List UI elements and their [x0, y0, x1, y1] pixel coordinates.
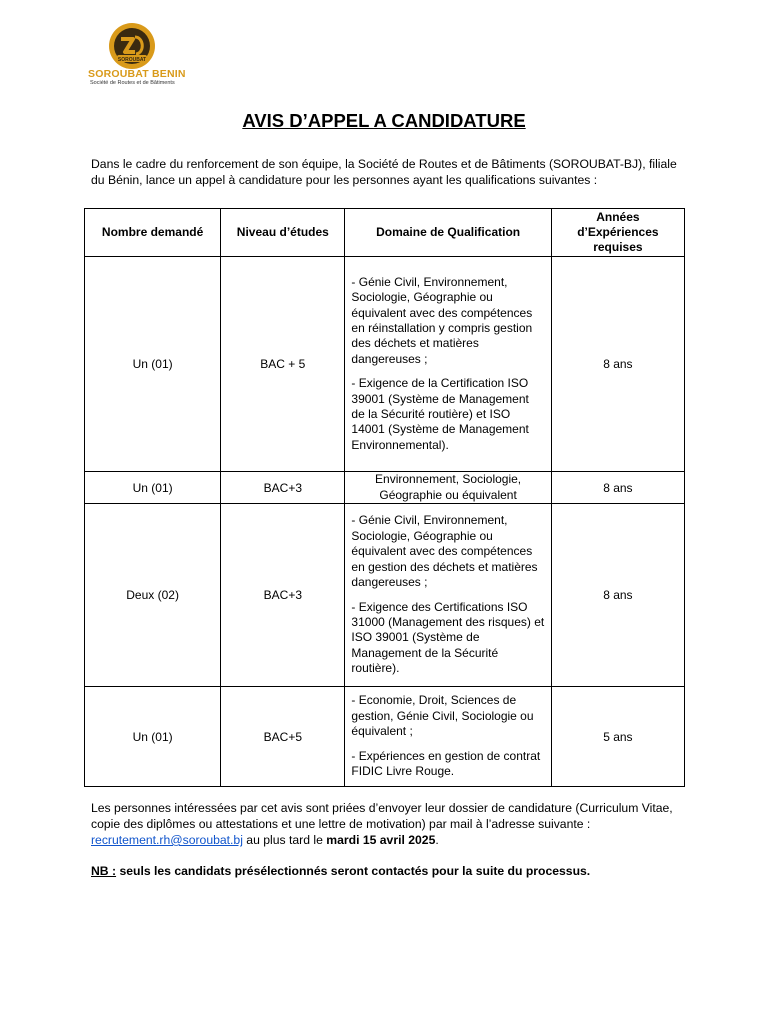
domain-item: - Exigence de la Certification ISO 39001 (Système de Management de la Sécurité routière) et ISO 14001 (Système de Management Environnemental).: [351, 376, 529, 452]
header-years-line1: Années: [596, 210, 640, 224]
domain-item: - Exigence des Certifications ISO 31000 (Management des risques) et ISO 39001 (Système de Management de la Sécurité routière).: [351, 599, 545, 676]
row-domain: [345, 504, 551, 687]
row-domain: [345, 257, 551, 472]
row-count: Un (01): [85, 687, 221, 787]
row-domain: Environnement, Sociologie, Géographie ou équivalent: [345, 472, 551, 504]
nb-text: seuls les candidats présélectionnés seront contactés pour la suite du processus.: [116, 864, 591, 878]
row-level: BAC+3: [221, 504, 345, 687]
intro-paragraph: Dans le cadre du renforcement de son équipe, la Société de Routes et de Bâtiments (SOROUBAT-BJ), filiale du Bénin, lance un appel à candidature pour les personnes ayant les qualifications suivantes :: [91, 157, 677, 187]
table-header-row: [85, 209, 685, 257]
domain-item: - Génie Civil, Environnement, Sociologie, Géographie ou équivalent avec des compétences en réinstallation y compris gestion des déchets et matières dangereuses ;: [351, 274, 533, 366]
table-row: [85, 257, 685, 472]
row-domain: [345, 687, 551, 787]
nb-note: [91, 864, 590, 878]
emblem-text: SOROUBAT: [117, 56, 147, 63]
header-years-line3: requises: [593, 240, 643, 254]
header-years: [551, 209, 684, 257]
company-logo: [88, 22, 186, 88]
row-count: Un (01): [85, 257, 221, 472]
header-count: Nombre demandé: [85, 209, 221, 257]
nb-label: NB :: [91, 864, 117, 878]
brand-tagline: Société de Routes et de Bâtiments: [90, 80, 175, 86]
row-count: Deux (02): [85, 504, 221, 687]
table-row: [85, 504, 685, 687]
row-level: BAC+3: [221, 472, 345, 504]
recruitment-email-link[interactable]: recrutement.rh@soroubat.bj: [91, 833, 243, 847]
table-row: [85, 687, 685, 787]
soroubat-emblem-icon: [108, 22, 156, 70]
row-years: 8 ans: [551, 257, 684, 472]
requirements-table: [84, 208, 685, 787]
deadline-prefix: au plus tard le: [242, 833, 327, 847]
header-years-line2: d’Expériences: [577, 225, 659, 239]
page-title: AVIS D’APPEL A CANDIDATURE: [242, 110, 526, 131]
instructions-text: Les personnes intéressées par cet avis sont priées d’envoyer leur dossier de candidature (Curriculum Vitae, copie des diplômes ou attestations et une lettre de motivation) par mail à l’adresse suivante :: [91, 801, 673, 831]
row-count: Un (01): [85, 472, 221, 504]
row-level: BAC+5: [221, 687, 345, 787]
brand-name: SOROUBAT BENIN: [88, 68, 186, 80]
application-instructions: [91, 800, 691, 848]
header-level: Niveau d’études: [221, 209, 345, 257]
deadline-date: mardi 15 avril 2025: [326, 833, 436, 847]
row-years: 5 ans: [551, 687, 684, 787]
deadline-suffix: .: [435, 833, 439, 847]
domain-item: - Expériences en gestion de contrat FIDIC Livre Rouge.: [351, 748, 541, 779]
header-domain: Domaine de Qualification: [345, 209, 551, 257]
row-years: 8 ans: [551, 472, 684, 504]
row-years: 8 ans: [551, 504, 684, 687]
row-level: BAC + 5: [221, 257, 345, 472]
domain-item: - Economie, Droit, Sciences de gestion, Génie Civil, Sociologie ou équivalent ;: [351, 693, 534, 739]
domain-item: - Génie Civil, Environnement, Sociologie, Géographie ou équivalent avec des compétences en gestion des déchets et matières dangereuses ;: [351, 513, 538, 590]
table-row: [85, 472, 685, 504]
